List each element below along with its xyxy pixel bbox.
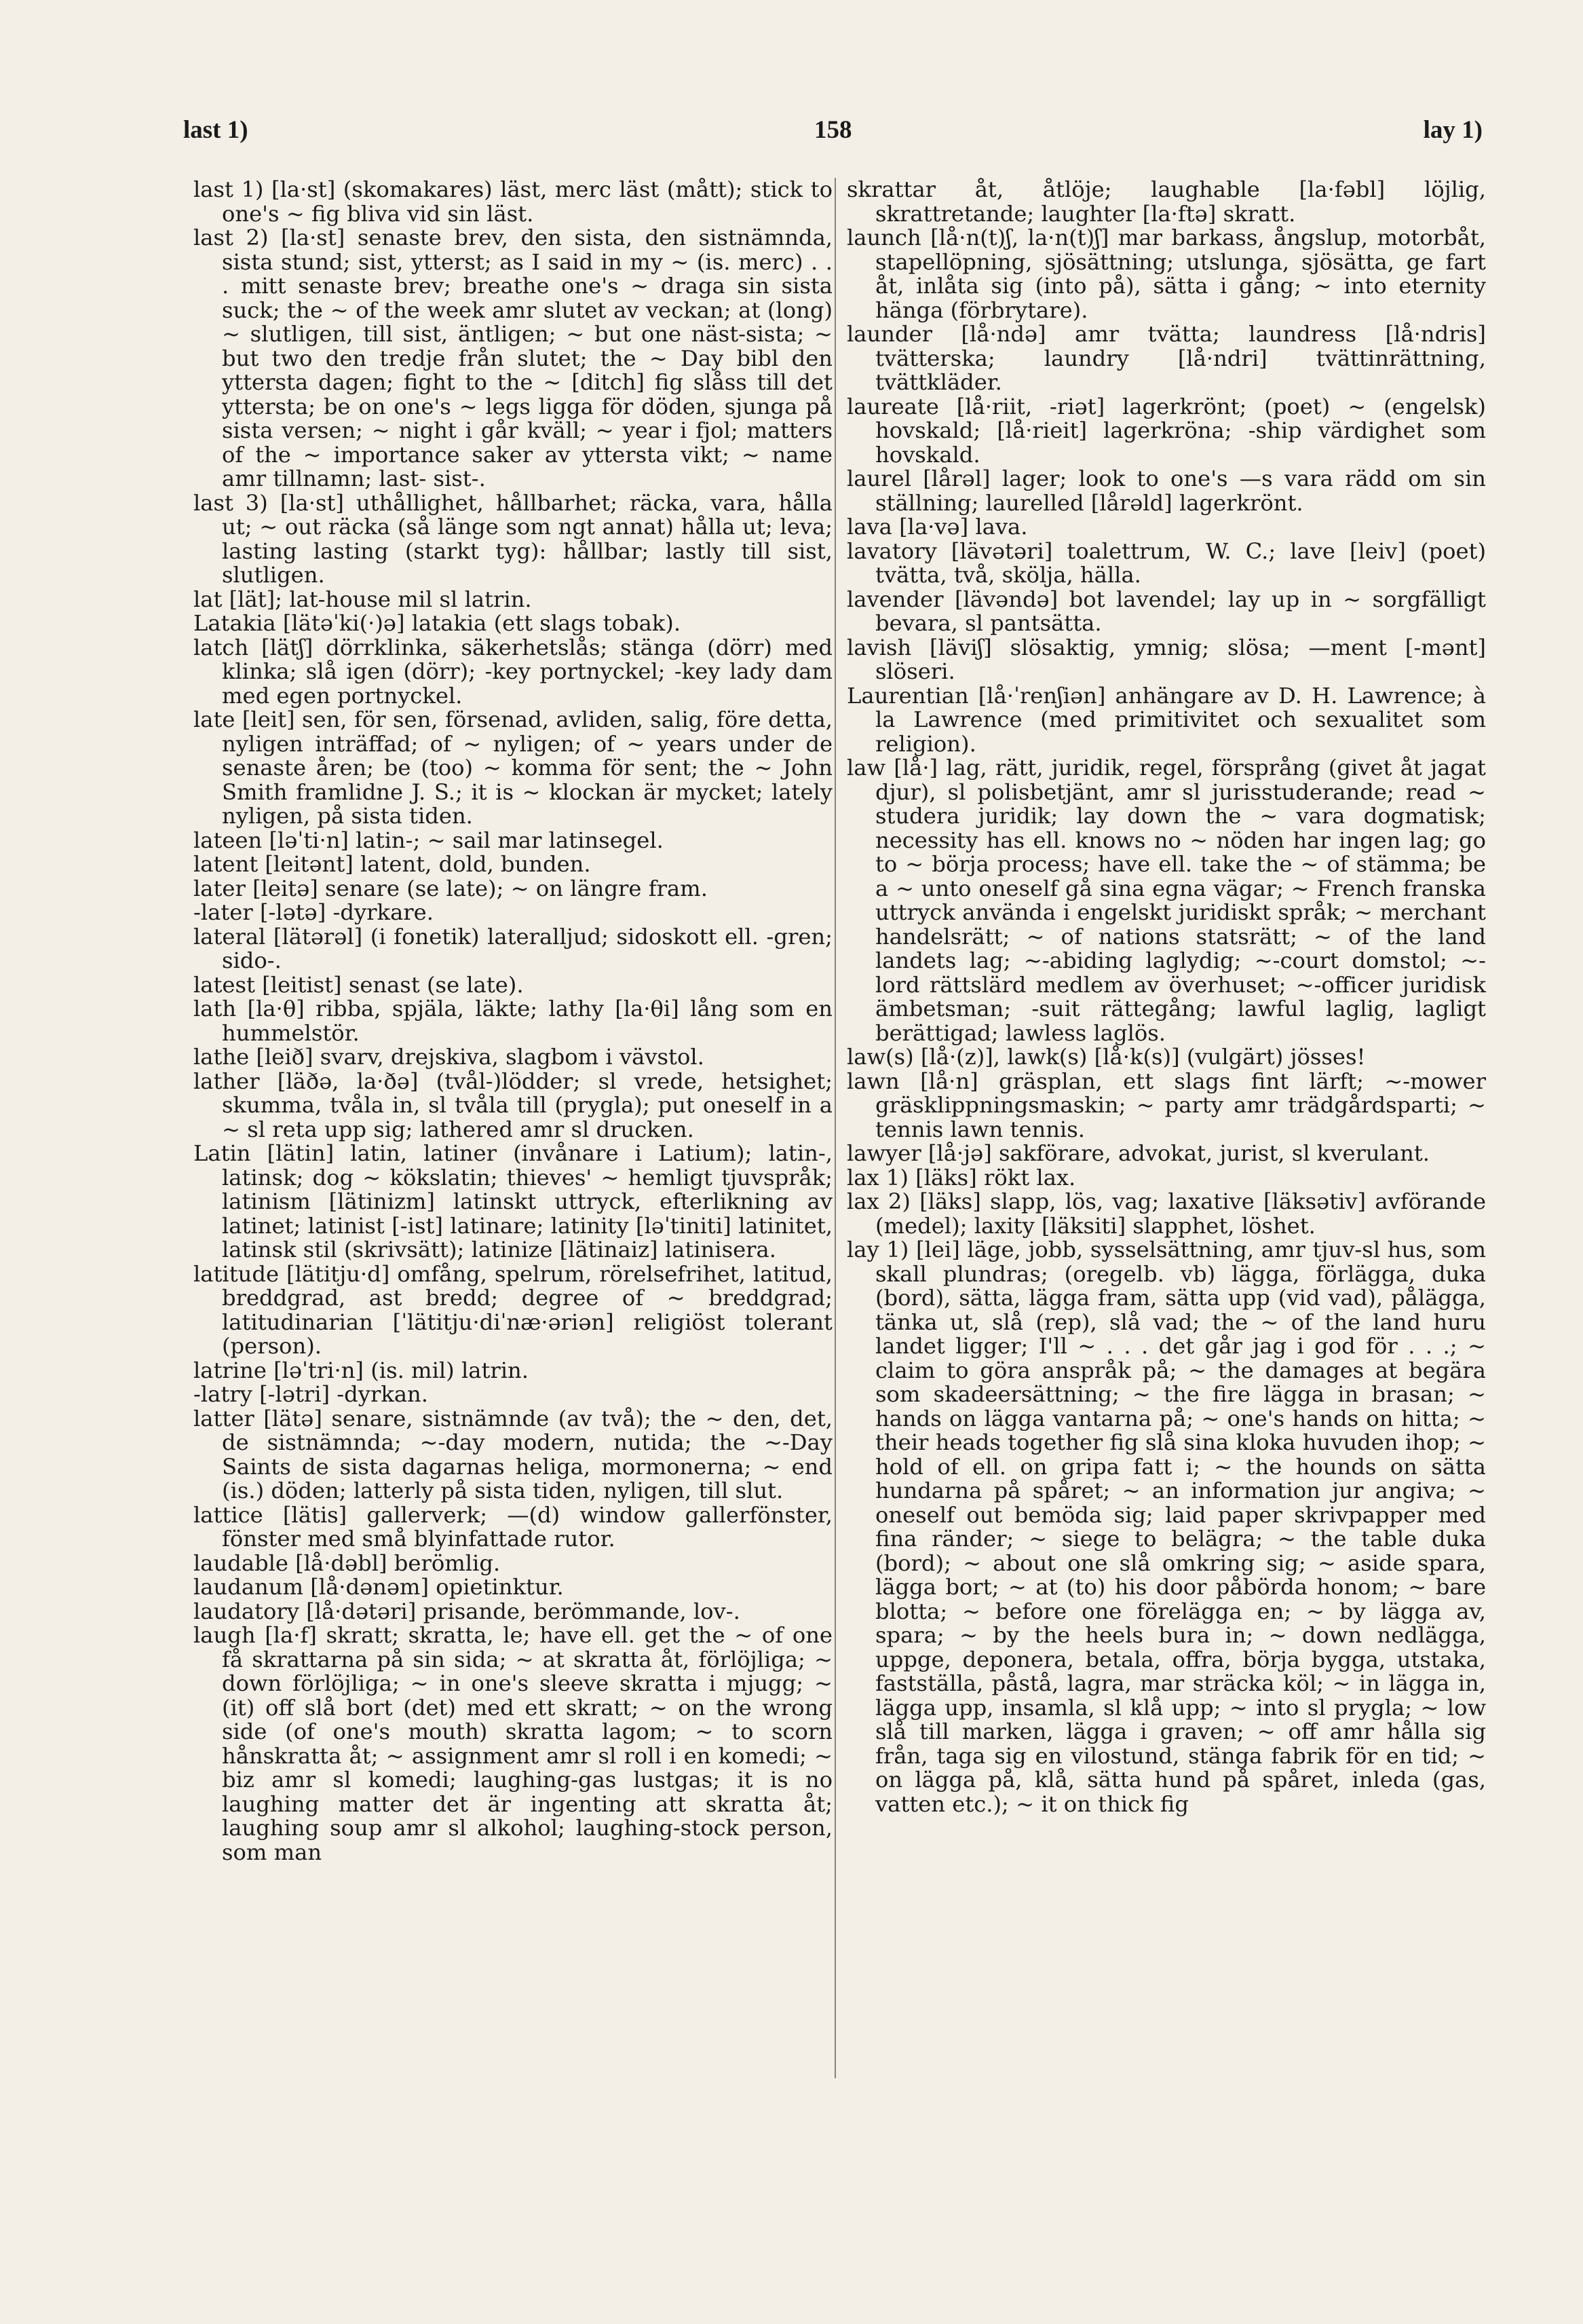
- dictionary-entry: last 2) [la·st] senaste brev, den sista, den sistnämnda, sista stund; sist, ytterst; as I said in my ~ (is. merc) . . . mitt senaste brev; breathe one's ~ draga sin sista suck; the ~ of the week amr slutet av veckan; at (long) ~ slutligen, till sist, äntligen; ~ but one näst-sista; ~ but two den tredje från slutet; the ~ Day bibl den yttersta dagen; fight to the ~ [ditch] fig slåss till det yttersta; be on one's ~ legs ligga för döden, sjunga på sista versen; ~ night i går kväll; ~ year i fjol; matters of the ~ importance saker av yttersta vikt; ~ name amr tillnamn; last- sist-.: [193, 225, 833, 491]
- dictionary-entry: latitude [lätitju·d] omfång, spelrum, rörelsefrihet, latitud, breddgrad, ast bredd; degree of ~ breddgrad; latitudinarian [ˈlätitju·diˈnæ·əriən] religiöst tolerant (person).: [193, 1260, 833, 1359]
- dictionary-entry: latter [lätə] senare, sistnämnde (av två); the ~ den, det, de sistnämnda; ~-day modern, nutida; the ~-Day Saints de sista dagarnas heliga, mormonerna; ~ end (is.) döden; latterly på sista tiden, nyligen, till slut.: [193, 1405, 833, 1503]
- dictionary-entry: latch [lätʃ] dörrklinka, säkerhetslås; stänga (dörr) med klinka; slå igen (dörr); -key portnyckel; -key lady dam med egen portnyckel.: [193, 634, 833, 709]
- dictionary-entry: latest [leitist] senast (se late).: [193, 971, 524, 998]
- dictionary-entry: last 3) [la·st] uthållighet, hållbarhet; räcka, vara, hålla ut; ~ out räcka (så länge som ngt annat) hålla ut; leva; lasting lasting (starkt tyg): hållbar; lastly till sist, slutligen.: [193, 489, 833, 588]
- dictionary-entry: launder [lå·ndə] amr tvätta; laundress [lå·ndris] tvätterska; laundry [lå·ndri] tvättinrättning, tvättkläder.: [847, 321, 1486, 395]
- dictionary-entry: skrattar åt, åtlöje; laughable [la·fəbl] löjlig, skrattretande; laughter [la·ftə] skratt.: [847, 176, 1486, 227]
- dictionary-entry: lay 1) [lei] läge, jobb, sysselsättning, amr tjuv-sl hus, som skall plundras; (oregelb. vb) lägga, förlägga, duka (bord), sätta, lägga fram, sätta upp (vid vad), pålägga, tänka ut, slå (rep), slå vad; the ~ of the land huru landet ligger; I'll ~ . . . det går jag i god för . . .; ~ claim to göra anspråk på; ~ the damages at begära som skadeersättning; ~ the fire lägga in brasan; ~ hands on lägga vantarna på; ~ one's hands on hitta; ~ their heads together fig slå sina kloka huvuden ihop; ~ hold of ell. on gripa fatt i; ~ the hounds on sätta hundarna på spåret; ~ an information jur angiva; ~ oneself out bemöda sig; laid paper skrivpapper med fina ränder; ~ siege to belägra; ~ the table duka (bord); ~ about one slå omkring sig; ~ aside spara, lägga bort; ~ at (to) his door påbörda honom; ~ bare blotta; ~ before one förelägga en; ~ by lägga av, spara; ~ by the heels bura in; ~ down nedlägga, uppge, deponera, betala, offra, börja bygga, utstaka, fastställa, påstå, lagra, mar sträcka köl; ~ in lägga in, lägga upp, insamla, sl klå upp; ~ into sl prygla; ~ low slå till marken, lägga i graven; ~ off amr hålla sig från, taga sig en vilostund, stänga fabrik för en tid; ~ on lägga på, klå, sätta hund på spåret, inleda (gas, vatten etc.); ~ it on thick fig: [847, 1237, 1486, 1817]
- dictionary-entry: -later [-lətə] -dyrkare.: [193, 899, 434, 925]
- dictionary-entry: laudanum [lå·dənəm] opietinktur.: [193, 1574, 564, 1600]
- right-column: [847, 178, 1486, 1816]
- dictionary-entry: lax 1) [läks] rökt lax.: [847, 1164, 1076, 1191]
- left-column: [193, 178, 833, 1864]
- dictionary-entry: laudable [lå·dəbl] berömlig.: [193, 1550, 501, 1576]
- dictionary-entry: law [lå·] lag, rätt, juridik, regel, försprång (givet åt jagat djur), sl polisbetjänt, amr sl jurisstuderande; read ~ studera juridik; lay down the ~ vara dogmatisk; necessity has ell. knows no ~ nöden har ingen lag; go to ~ börja process; have ell. take the ~ of stämma; be a ~ unto oneself gå sina egna vägar; ~ French franska uttryck använda i engelskt juridiskt språk; ~ merchant handelsrätt; ~ of nations statsrätt; ~ of the land landets lag; ~-abiding laglydig; ~-court domstol; ~-lord rättslärd medlem av överhuset; ~-officer juridisk ämbetsman; -suit rättegång; lawful laglig, lagligt berättigad; lawless laglös.: [847, 755, 1486, 1046]
- dictionary-entry: lateen [ləˈti·n] latin-; ~ sail mar latinsegel.: [193, 827, 664, 853]
- header-first-headword: last 1): [183, 116, 248, 144]
- dictionary-entry: law(s) [lå·(z)], lawk(s) [lå·k(s)] (vulgärt) jösses!: [847, 1044, 1366, 1070]
- dictionary-entry: Latin [lätin] latin, latiner (invånare i Latium); latin-, latinsk; dog ~ kökslatin; thieves' ~ hemligt tjuvspråk; latinism [lätinizm] latinskt uttryck, efterlikning av latinet; latinist [-ist] latinare; latinity [ləˈtiniti] latinitet, latinsk stil (skrivsätt); latinize [lätinaiz] latinisera.: [193, 1140, 833, 1262]
- dictionary-entry: launch [lå·n(t)ʃ, la·n(t)ʃ] mar barkass, ångslup, motorbåt, stapellöpning, sjösättning; utslunga, sjösätta, ge fart åt, inlåta sig (into på), sätta i gång; ~ into eternity hänga (förbrytare).: [847, 225, 1486, 323]
- dictionary-entry: Latakia [lätəˈki(·)ə] latakia (ett slags tobak).: [193, 610, 681, 636]
- dictionary-entry: lawyer [lå·jə] sakförare, advokat, jurist, sl kverulant.: [847, 1140, 1430, 1166]
- dictionary-entry: lax 2) [läks] slapp, lös, vag; laxative [läksətiv] avförande (medel); laxity [läksiti] slapphet, löshet.: [847, 1188, 1486, 1239]
- dictionary-entry: lavatory [lävətəri] toalettrum, W. C.; lave [leiv] (poet) tvätta, två, skölja, hälla.: [847, 538, 1486, 588]
- dictionary-entry: last 1) [la·st] (skomakares) läst, merc läst (mått); stick to one's ~ fig bliva vid sin läst.: [193, 176, 833, 227]
- dictionary-entry: lavender [lävəndə] bot lavendel; lay up in ~ sorgfälligt bevara, sl pantsätta.: [847, 586, 1486, 636]
- dictionary-entry: later [leitə] senare (se late); ~ on längre fram.: [193, 875, 708, 901]
- dictionary-entry: lath [la·θ] ribba, spjäla, läkte; lathy [la·θi] lång som en hummelstör.: [193, 996, 833, 1046]
- dictionary-entry: -latry [-lətri] -dyrkan.: [193, 1381, 428, 1407]
- dictionary-entry: laureate [lå·riit, -riət] lagerkrönt; (poet) ~ (engelsk) hovskald; [lå·rieit] lagerkröna; -ship värdighet som hovskald.: [847, 393, 1486, 468]
- dictionary-entry: lather [läðə, la·ðə] (tvål-)lödder; sl vrede, hetsighet; skumma, tvåla in, sl tvåla till (prygla); put oneself in a ~ sl reta upp sig; lathered amr sl drucken.: [193, 1068, 833, 1142]
- dictionary-entry: laudatory [lå·dətəri] prisande, berömmande, lov-.: [193, 1598, 740, 1624]
- dictionary-entry: lateral [lätərəl] (i fonetik) lateralljud; sidoskott ell. -gren; sido-.: [193, 923, 833, 973]
- dictionary-entry: latrine [ləˈtri·n] (is. mil) latrin.: [193, 1357, 529, 1383]
- dictionary-entry: lat [lät]; lat-house mil sl latrin.: [193, 586, 532, 612]
- page-number: 158: [814, 116, 852, 144]
- running-header: [0, 115, 1583, 163]
- dictionary-entry: latent [leitənt] latent, dold, bunden.: [193, 851, 591, 877]
- dictionary-entry: lavish [läviʃ] slösaktig, ymnig; slösa; —ment [-mənt] slöseri.: [847, 634, 1486, 684]
- dictionary-entry: lathe [leið] svarv, drejskiva, slagbom i vävstol.: [193, 1044, 704, 1070]
- header-last-headword: lay 1): [1423, 116, 1483, 144]
- dictionary-entry: lawn [lå·n] gräsplan, ett slags fint lärft; ~-mower gräsklippningsmaskin; ~ party amr trädgårdsparti; ~ tennis lawn tennis.: [847, 1068, 1486, 1142]
- dictionary-entry: laugh [la·f] skratt; skratta, le; have ell. get the ~ of one få skrattarna på sin sida; ~ at skratta åt, förlöjliga; ~ down förlöjliga; ~ in one's sleeve skratta i mjugg; ~ (it) off slå bort (det) med ett skratt; ~ on the wrong side (of one's mouth) skratta lagom; ~ to scorn hånskratta åt; ~ assignment amr sl roll i en komedi; ~ biz amr sl komedi; laughing-gas lustgas; it is no laughing matter det är ingenting att skratta åt; laughing soup amr sl alkohol; laughing-stock person, som man: [193, 1622, 833, 1865]
- dictionary-entry: lattice [lätis] gallerverk; —(d) window gallerfönster, fönster med små blyinfattade rutor.: [193, 1501, 833, 1552]
- column-divider: [835, 178, 836, 2078]
- dictionary-entry: Laurentian [lå·ˈrenʃiən] anhängare av D. H. Lawrence; à la Lawrence (med primitivitet och sexualitet som religion).: [847, 682, 1486, 757]
- dictionary-entry: lava [la·və] lava.: [847, 514, 1028, 540]
- dictionary-entry: late [leit] sen, för sen, försenad, avliden, salig, före detta, nyligen inträffad; of ~ nyligen; of ~ years under de senaste åren; be (too) ~ komma för sent; the ~ John Smith framlidne J. S.; it is ~ klockan är mycket; lately nyligen, på sista tiden.: [193, 707, 833, 829]
- dictionary-entry: laurel [lårəl] lager; look to one's —s vara rädd om sin ställning; laurelled [lårəld] lagerkrönt.: [847, 466, 1486, 516]
